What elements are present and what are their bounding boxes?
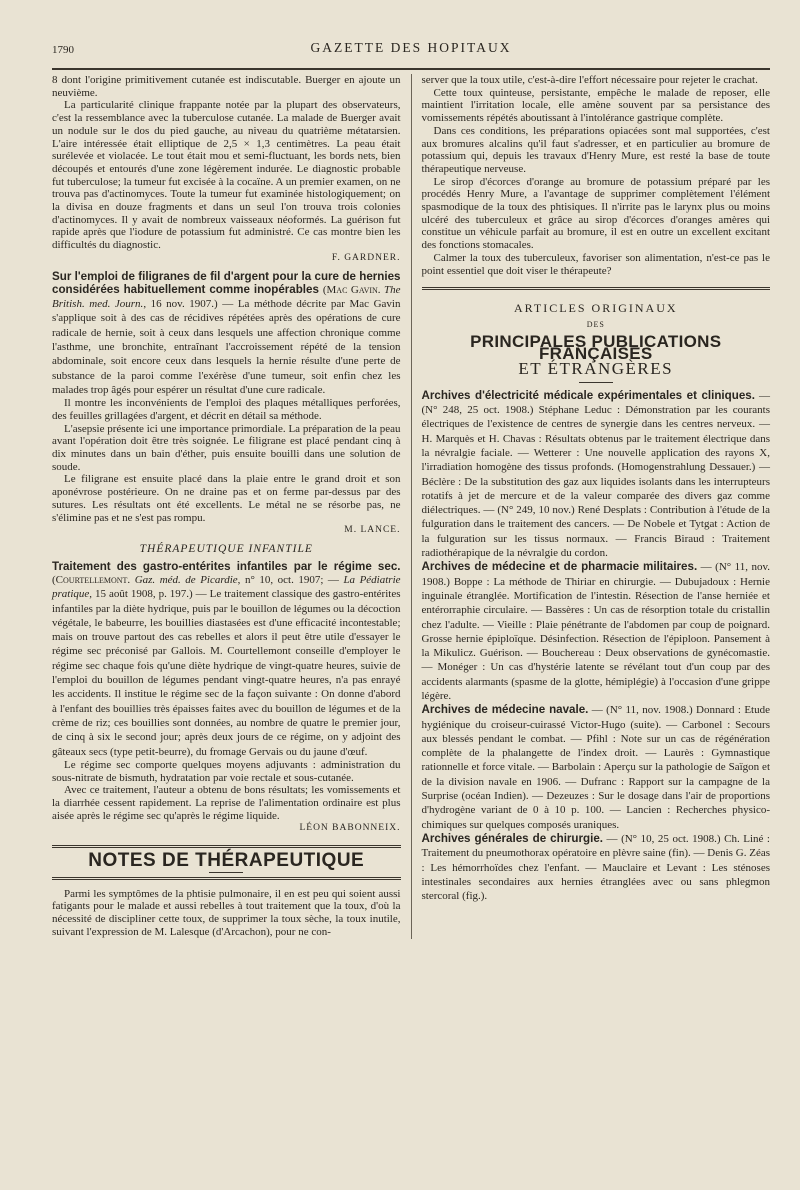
paragraph: Le filigrane est ensuite placé dans la plaie entre le grand droit et son aponévrose postérieure. On ne draine pas et on ferme par-dessus par des sutures. Les résultats ont été excellents. Le métal ne se résorbe pas, ne s'élimine pas et ne s'est pas rompu.	[52, 473, 401, 524]
article-reference: , 16 nov. 1907.) —	[143, 298, 238, 311]
journal-entry-text: — (N° 10, 25 oct. 1908.) Ch. Liné : Traitement du pneumothorax opératoire en plèvre saine (fin). — Denis G. Zéas : Les hémorrhoïdes chez l'enfant. — Mauclaire et Levant : Les sténoses intestinales secondaires aux hernies étranglées avec ou sans phlegmon stercoral (fig.).	[421, 832, 770, 903]
article-author: Courtellemont	[55, 573, 128, 586]
signature: M. LANCE.	[344, 525, 401, 536]
article-reference-2: , 15 août 1908, p. 197.) —	[89, 588, 210, 601]
paragraph: Dans ces conditions, les préparations opiacées sont mal supportées, c'est aux bromures alcalins qu'il faut s'adresser, et en particulier au bromure de potassium qui, depuis les travaux d'Henry Mure, est resté la base de toute thérapeutique nerveuse.	[421, 124, 770, 175]
articles-header-line: ET ÉTRANGÈRES	[518, 359, 674, 379]
journal-entry	[422, 832, 771, 903]
journal-entry-title: Archives de médecine navale.	[421, 703, 589, 717]
articles-header-line: PRINCIPALES PUBLICATIONS FRANÇAISES	[470, 331, 722, 364]
article-reference: , n° 10, oct. 1907; —	[237, 573, 344, 586]
article-heading: Traitement des gastro-entérites infantiles par le régime sec. (Courtellemont. Gaz. méd. de Picardie, n° 10, oct. 1907; — La Pédiatrie pratique, 15 août 1908, p. 197.) — Le traitement classique des gastro-entérites infantiles par la diète hydrique, puis par le bouillon de légumes ou la décoction végétale, le babeurre, les bouillies diastasées est d'une efficacité incontestable; mais on trouve partout des cas rebelles et alors il peut être utile d'essayer le régime sec préconisé par Gallois. M. Courtellemont conseille d'employer le régime sec chaque fois qu'une diète hydrique de vingt-quatre heures, suivie de l'emploi du bouillon de légumes pendant vingt-quatre heures, n'a pas enrayé les accidents. Il institue le régime sec de la façon suivante : On donne d'abord à l'enfant des bouillies très épaisses faites avec du bouillon de légumes et de la crème de riz; ces bouillies sont données, au nombre de quatre le premier jour, de cinq à six le second jour; après deux jours de ce régime, on y adjoint des gâteaux secs (type petit-beurre), du fromage Gervais ou du jaune d'œuf.	[52, 559, 401, 758]
articles-section-header	[422, 287, 771, 383]
journal-entry-title: Archives de médecine et de pharmacie militaires.	[421, 560, 698, 574]
right-column	[412, 74, 771, 939]
journal-entry-title: Archives d'électricité médicale expérimentales et cliniques.	[421, 388, 755, 402]
journal-entry-text: — (N° 248, 25 oct. 1908.) Stéphane Leduc : Démonstration par les courants électriques de l'existence de centres de synergie dans les centres nerveux. — H. Marquès et H. Chavas : Résultats obtenus par le traitement électrique dans la névralgie faciale. — Wetterer : Une nouvelle application des rayons X, l'irradiation homogène des tissus profonds. (Homogenstrahlung Dessauer.) — Béclère : De la substitution des gaz aux liquides isolants dans les interrupteurs rotatifs à jet de mercure et de la valeur comparée des divers gaz comme diélectriques. — (N° 249, 10 nov.) René Desplats : Contribution à l'étude de la fulguration dans le traitement des cancers. — De Nobele et Tytgat : Action de la fulguration sur les tissus normaux. — Francis Biraud : Traitement radiothérapique de la névralgie du cordon.	[421, 389, 771, 560]
paragraph: Cette toux quinteuse, persistante, empêche le malade de reposer, elle maintient l'irritation locale, elle amène souvent par sa persistance des vomissements répétés aboutissant à l'intolérance gastrique complète.	[421, 86, 770, 125]
journal-title: GAZETTE DES HOPITAUX	[310, 40, 512, 55]
articles-header-line: DES	[586, 319, 605, 329]
journal-entry-title: Archives générales de chirurgie.	[421, 831, 603, 845]
left-column	[52, 74, 412, 939]
page-number: 1790	[52, 44, 74, 56]
article-title: Traitement des gastro-entérites infantiles par le régime sec.	[52, 559, 401, 573]
paragraph: Parmi les symptômes de la phtisie pulmonaire, il en est peu qui soient aussi fatigants pour le malade et aussi rebelles à tout traitement que la toux, d'où la nécessité de discipliner cette toux, de supprimer la toux sèche, la toux inutile, suivant l'expression de M. Lalesque (d'Arcachon), pour ne con-	[52, 887, 401, 938]
article-lead: Le traitement classique des gastro-entérites infantiles par la diète hydrique, puis par le bouillon de légumes ou la décoction végétale, le babeurre, les bouillies diastasées est d'une efficacité incontestable; mais on trouve partout des cas rebelles et alors il peut être utile d'essayer le régime sec préconisé par Gallois. M. Courtellemont conseille d'employer le régime sec chaque fois qu'une diète hydrique de vingt-quatre heures, suivie de l'emploi du bouillon de légumes pendant vingt-quatre heures, n'a pas enrayé les accidents. Il institue le régime sec de la façon suivante : On donne d'abord à l'enfant des bouillies très épaisses faites avec du bouillon de légumes et de la crème de riz; ces bouillies sont données, au nombre de quatre le premier jour, de cinq à six le second jour; après deux jours de ce régime, on y adjoint des gâteaux secs (type petit-beurre), du fromage Gervais ou du jaune d'œuf.	[52, 588, 401, 758]
paragraph: 8 dont l'origine primitivement cutanée est indiscutable. Buerger en ajoute un neuvième.	[52, 74, 401, 99]
articles-header-line: ARTICLES ORIGINAUX	[513, 301, 678, 316]
page-header	[52, 40, 770, 66]
journal-entry	[422, 389, 771, 561]
paragraph: Avec ce traitement, l'auteur a obtenu de bons résultats; les vomissements et la diarrhée cessent rapidement. La reprise de l'alimentation ordinaire est plus aisée après le régime sec qu'après le régime liquide.	[52, 784, 401, 822]
notes-section-header	[52, 845, 401, 880]
notes-title: NOTES DE THÉRAPEUTIQUE	[88, 850, 365, 872]
paragraph: Il montre les inconvénients de l'emploi des plaques métalliques perforées, des feuilles grillagées d'argent, et décrit en détail sa méthode.	[52, 397, 401, 422]
article-heading: Sur l'emploi de filigranes de fil d'argent pour la cure de hernies considérées habituellement comme inopérables (Mac Gavin. The British. med. Journ., 16 nov. 1907.) — La méthode décrite par Mac Gavin s'applique soit à des cas de récidives répétées après des opérations de cure radicale de hernie, soit à ceux dans lesquels une affection chronique comme l'asthme, une bronchite, entraînant l'accroissement répété de la tension abdominale, soit encore ceux dans lesquels la hernie résulte d'une perte de substance de la paroi comme l'exérèse d'une tumeur, soit enfin chez les malades trop âgés pour espérer un résultat d'une cure radicale.	[52, 269, 401, 396]
article-title: Sur l'emploi de filigranes de fil d'argent pour la cure de hernies considérées habituellement comme inopérables	[52, 269, 401, 296]
columns	[52, 74, 770, 939]
journal-entry	[422, 560, 771, 703]
article-journal: The British. med. Journ.	[52, 283, 401, 311]
paragraph: L'asepsie présente ici une importance primordiale. La préparation de la peau avant l'opération doit être très soignée. Le filigrane est placé pendant cinq à dix minutes dans un bain d'éther, puis ensuite bouilli dans une solution de soude.	[52, 422, 401, 473]
paragraph: server que la toux utile, c'est-à-dire l'effort nécessaire pour rejeter le crachat.	[421, 74, 758, 86]
journal-entry-text: — (N° 11, nov. 1908.) Boppe : La méthode de Thiriar en chirurgie. — Dubujadoux : Hernie inguinale étranglée. Mortification de l'intestin. Résection de l'anse herniée et entérorraphie circulaire. — Bassères : Un cas de résorption totale du cristallin chez l'adulte. — Vieille : Plaie pénétrante de l'abdomen par coup de poignard. Grosse hernie épiploïque. Désinfection. Résection de l'épiploon. Pansement à la Mikulicz. Guérison. — Bouchereau : Deux observations de gynécomastie. — Monéger : Un cas d'hystérie latente se révélant tout d'un coup par des accidents alarmants (spasme de la glotte, hémiplégie) à l'occasion d'une grippe légère.	[421, 561, 770, 702]
paragraph: Le sirop d'écorces d'orange au bromure de potassium préparé par les procédés Henry Mure, a l'avantage de supprimer complètement l'élément spasmodique de la toux des phtisiques. Il n'irrite pas le larynx plus ou moins ulcéré des tuberculeux et grâce au sirop d'écorces d'oranges amères qui constitue un véhicule parfait au bromure, il est en outre un excellent excitant des fonctions stomacales.	[421, 175, 770, 252]
journal-entry-text: — (N° 11, nov. 1908.) Donnard : Etude hygiénique du croiseur-cuirassé Victor-Hugo (suite). — Carbonel : Secours aux blessés pendant le combat. — Pfihl : Note sur un cas de régénération complète de la phalangette de l'index droit. — Laurès : Gymnastique rationnelle et force vitale. — Barbolain : Aperçu sur la pathologie de Saïgon et de la division navale en 1906. — Dufranc : Rapport sur la campagne de la Surprise (océan Indien). — Dezeuzes : Sur le dosage dans l'air de proportions d'hydrogène variant de 0 à 10 p. 100. — Lancien : Recherches physico-chimiques sur quelques composés uraniques.	[421, 704, 770, 831]
article-lead: La méthode décrite par Mac Gavin s'applique soit à des cas de récidives répétées après des opérations de cure radicale de hernie, soit à ceux dans lesquels une affection chronique comme l'asthme, une bronchite, entraînant l'accroissement répété de la tension abdominale, soit encore ceux dans lesquels la hernie résulte d'une perte de substance de la paroi comme l'exérèse d'une tumeur, soit enfin chez les malades trop âgés pour espérer un résultat d'une cure radicale.	[52, 298, 401, 396]
section-label: THÉRAPEUTIQUE INFANTILE	[139, 542, 313, 555]
article-journal-2: La Pédiatrie pratique	[52, 573, 401, 601]
signature: LÉON BABONNEIX.	[299, 823, 401, 834]
paragraph: Calmer la toux des tuberculeux, favoriser son alimentation, n'est-ce pas le point essentiel que doit viser le thérapeute?	[421, 251, 770, 277]
paragraph: La particularité clinique frappante notée par la plupart des observateurs, c'est la ressemblance avec la tuberculose cutanée. La malade de Buerger avait un nodule sur le dos du pied gauche, au niveau du quatrième métatarsien. L'aire intéressée était elliptique de 2,5 × 1,3 centimètres. La peau était surélevée et violacée. Le tout était mou et semi-fluctuant, les bords nets, bien découpés et entourés d'une zone légèrement indurée. Le diagnostic probable fut tuberculose; la tumeur fut excisée à la cocaïne. A un premier examen, on ne trouva pas d'actinomyces. Toute la tumeur fut examinée histologiquement; on la divisa en douze fragments et dans un seul l'on trouva trois colonies d'actinomyces. Il y avait de nombreux vaisseaux néoformés. La guérison fut rapide après que l'iodure de potassium fut administré. Ce cas montre bien les difficultés du diagnostic.	[52, 99, 401, 252]
article-author: Mac Gavin	[326, 283, 378, 296]
signature: F. GARDNER.	[331, 252, 401, 263]
header-rule	[52, 68, 770, 70]
article-journal: Gaz. méd. de Picardie	[134, 573, 238, 586]
paragraph: Le régime sec comporte quelques moyens adjuvants : administration du sous-nitrate de bismuth, hydratation par voie rectale et sous-cutanée.	[52, 758, 401, 784]
journal-entry	[422, 703, 771, 832]
